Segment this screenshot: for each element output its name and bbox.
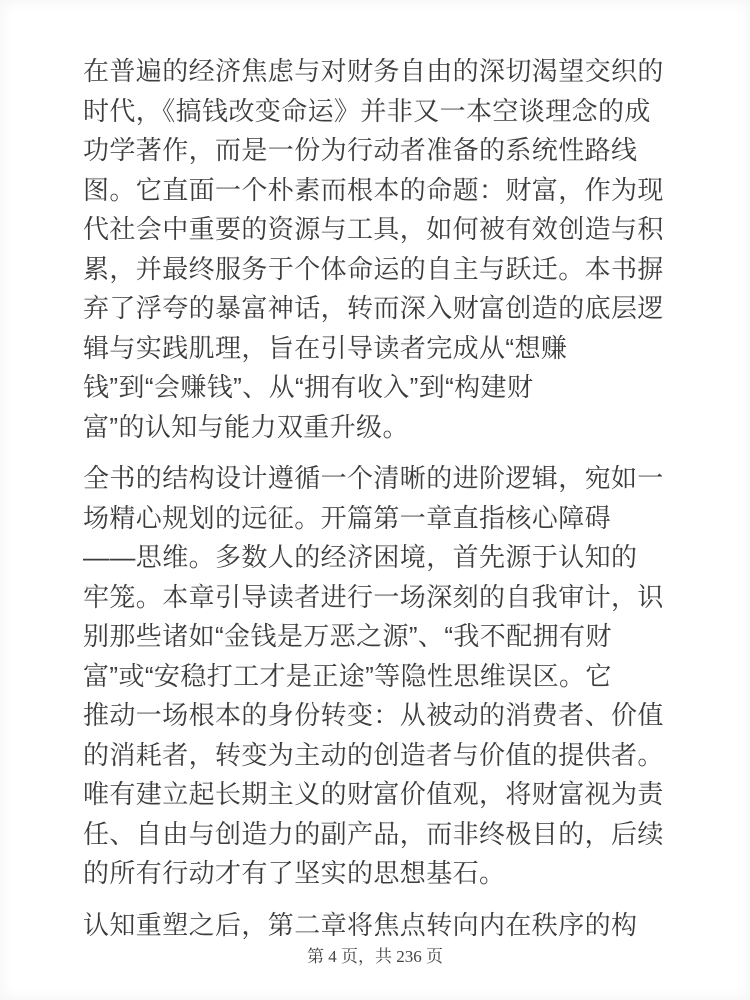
- paragraph: [83, 906, 683, 946]
- text-line: ——思维。多数人的经济困境，首先源于认知的: [83, 542, 638, 572]
- text-line: 的消耗者，转变为主动的创造者与价值的提供者。: [83, 739, 664, 770]
- page-footer: [0, 946, 750, 968]
- text-line: 唯有建立起长期主义的财富价值观，将财富视为责: [83, 779, 664, 809]
- text-line: 功学著作，而是一份为行动者准备的系统性路线: [83, 135, 638, 165]
- document-body: [83, 52, 683, 957]
- text-line: 弃了浮夸的暴富神话，转而深入财富创造的底层逻: [83, 293, 664, 323]
- text-line: 代社会中重要的资源与工具，如何被有效创造与积: [83, 214, 664, 244]
- text-line: 的所有行动才有了坚实的思想基石。: [83, 858, 506, 888]
- paragraph: [83, 52, 683, 447]
- text-line: 场精心规划的远征。开篇第一章直指核心障碍: [83, 502, 612, 533]
- text-line: 图。它直面一个朴素而根本的命题：财富，作为现: [83, 174, 664, 205]
- text-line: 富”的认知与能力双重升级。: [83, 411, 409, 442]
- text-line: 别那些诸如“金钱是万恶之源”、“我不配拥有财: [83, 621, 612, 651]
- text-line: 时代，《搞钱改变命运》并非又一本空谈理念的成: [83, 95, 651, 126]
- paragraph: [83, 459, 683, 894]
- text-line: 任、自由与创造力的副产品，而非终极目的，后续: [83, 818, 664, 849]
- text-line: 在普遍的经济焦虑与对财务自由的深切渴望交织的: [83, 56, 664, 86]
- text-line: 认知重塑之后，第二章将焦点转向内在秩序的构: [83, 909, 638, 940]
- text-line: 辑与实践肌理，旨在引导读者完成从“想赚: [83, 332, 568, 363]
- text-line: 钱”到“会赚钱”、从“拥有收入”到“构建财: [83, 372, 534, 402]
- text-line: 牢笼。本章引导读者进行一场深刻的自我审计，识: [83, 581, 664, 612]
- text-line: 累，并最终服务于个体命运的自主与跃迁。本书摒: [83, 253, 664, 284]
- text-line: 富”或“安稳打工才是正途”等隐性思维误区。它: [83, 660, 612, 691]
- text-line: 推动一场根本的身份转变：从被动的消费者、价值: [83, 700, 664, 730]
- page-number-indicator: 第 4 页，共 236 页: [307, 947, 443, 966]
- text-line: 全书的结构设计遵循一个清晰的进阶逻辑，宛如一: [83, 463, 664, 493]
